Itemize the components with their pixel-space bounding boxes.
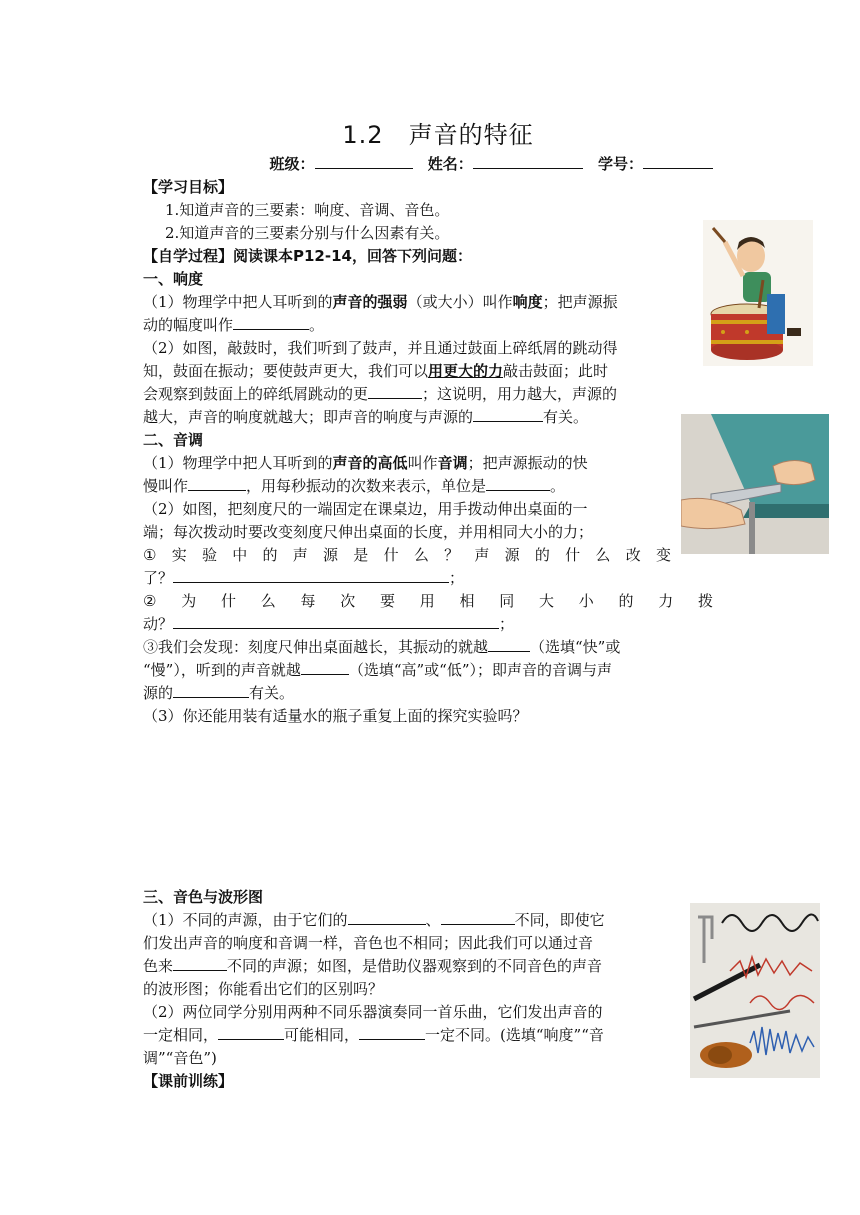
student-number-field[interactable] — [643, 154, 713, 169]
question-char: ② — [143, 592, 157, 610]
question-char: ① — [143, 546, 157, 564]
question-char: 源 — [504, 546, 520, 564]
answer-q2[interactable] — [173, 614, 499, 629]
blank-pitch-factor[interactable] — [173, 683, 249, 698]
worksheet: 1.2 声音的特征 班级： 姓名： 学号： 【学习目标】 1.知道声音的三要素：响度、音调、音色。 2.知道声音的三要素分别与什么因素有关。 【自学过程】阅读课本P12-14，回答下列问题： 一、响度 （1）物理学中把人耳听到的声音的强弱（或大小）叫作响度；把声源振 动的幅度叫作 。 （2）如图，敲鼓时，我们听到了鼓声，并且通过鼓面上碎纸屑的跳动得 知，鼓面在振动；要使鼓声更大，我们可以用更大的力敲击鼓面；此时 会观察到鼓面上的碎纸屑跳动的更 ；这说明，用力越大，声源的 越大，声音的响度就越大；即声音的响度与声源的 有关。 二、音调 （1）物理学中把人耳听到的声音的高低叫作音调；把声源振动的快 慢叫作 ，用每秒振动的次数来表示，单位是 。 （2）如图，把刻度尺的一端固定在课桌边，用手拨动伸出桌面的一 端；每次拨动时要改变刻度尺伸出桌面的长度，并用相同大小的力； ① 实 验 中 的 声 源 是 什 么 ？ 声 源 的 什 么 改 变 了？ ； ② 为 什 么 每 次 要 用 相 同 大 小 的 力 拨 动？ ； ③我们会发现：刻度尺伸出桌面越长，其振动的就越 （选填“快”或 “慢”），听到的声音就越 （选填“高”或“低”）；即声音的音调与声 源的 有关。 （3）你还能用装有适量水的瓶子重复上面的探究实验吗？ 三、音色与波形图 （1）不同的声源，由于它们的 、 不同，即使它 们发出声音的响度和音调一样，音色也不相同；因此我们可以通过音 色来 不同的声源；如图，是借助仪器观察到的不同音色的声音 的波形图；你能看出它们的区别吗？ （2）两位同学分别用两种不同乐器演奏同一首乐曲，它们发出声音的 一定相同， 可能相同， 一定不同。(选填“响度”“音 调”“音色”) 【课前训练】 — [143, 118, 713, 1093]
answer-q1[interactable] — [173, 568, 449, 583]
pitch-heading: 二、音调 — [143, 431, 204, 449]
student-info-line: 班级： 姓名： 学号： — [143, 152, 713, 176]
blank-amplitude[interactable] — [233, 315, 309, 330]
question-char: 是 — [353, 546, 369, 564]
blank-distinguish[interactable] — [173, 956, 227, 971]
timbre-body: （1）不同的声源，由于它们的 、 不同，即使它 们发出声音的响度和音调一样，音色也不相同；因此我们可以通过音 色来 不同的声源；如图，是借助仪器观察到的不同音色的声音 的波形图；你能看出它们的区别吗？ （2）两位同学分别用两种不同乐器演奏同一首乐曲，它们发出声音的 一定相同， 可能相同， 一定不同。(选填“响度”“音 调”“音色”) — [143, 911, 605, 1067]
question-char: 什 — [383, 546, 399, 564]
objective-item: 1.知道声音的三要素：响度、音调、音色。 — [165, 201, 450, 219]
question-char: 验 — [201, 546, 217, 564]
question-char: 变 — [655, 546, 671, 564]
question-char: 用 — [419, 592, 435, 610]
instrument-waveform-photo — [690, 903, 820, 1078]
class-field[interactable] — [315, 154, 413, 169]
question-char: 么 — [260, 592, 276, 610]
timbre-heading: 三、音色与波形图 — [143, 888, 264, 906]
loudness-p1: （1）物理学中把人耳听到的声音的强弱（或大小）叫作响度；把声源振 动的幅度叫作 。 （2）如图，敲鼓时，我们听到了鼓声，并且通过鼓面上碎纸屑的跳动得 知，鼓面在振动；要使鼓声更大，我们可以用更大的力敲击鼓面；此时 — [143, 293, 618, 380]
blank-loudness-factor[interactable] — [473, 407, 543, 422]
pitch-p1: （1）物理学中把人耳听到的声音的高低叫作音调；把声源振动的快 慢叫作 ，用每秒振动的次数来表示，单位是 。 （2）如图，把刻度尺的一端固定在课桌边，用手拨动伸出桌面的一 端；每次拨动时要改变刻度尺伸出桌面的长度，并用相同大小的力； ① 实 验 中 的 声 源 是 什 么 ？ 声 源 的 什 么 改 变 — [143, 452, 671, 567]
ruler-on-desk-photo — [681, 414, 829, 554]
question-char: 相 — [459, 592, 475, 610]
question-char: 为 — [181, 592, 197, 610]
question-char: 么 — [413, 546, 429, 564]
question-char: 拨 — [697, 592, 713, 610]
blank-high-low[interactable] — [301, 660, 349, 675]
question-char: 什 — [565, 546, 581, 564]
blank-structure[interactable] — [441, 910, 515, 925]
question-char: 中 — [232, 546, 248, 564]
question-char: 改 — [625, 546, 641, 564]
question-char: 源 — [323, 546, 339, 564]
page-title: 1.2 声音的特征 — [342, 121, 534, 149]
question-char: 什 — [220, 592, 236, 610]
question-char: 大 — [538, 592, 554, 610]
question-char: 的 — [618, 592, 634, 610]
blank-jump[interactable] — [368, 384, 422, 399]
question-char: 要 — [379, 592, 395, 610]
question-char: 同 — [499, 592, 515, 610]
answer-space[interactable] — [143, 728, 713, 886]
blank-fast-slow[interactable] — [488, 637, 530, 652]
question-char: 声 — [292, 546, 308, 564]
objectives-heading: 【学习目标】 — [143, 178, 234, 196]
blank-frequency[interactable] — [188, 476, 246, 491]
name-field[interactable] — [473, 154, 583, 169]
drum-boy-illustration — [703, 220, 813, 366]
blank-same[interactable] — [218, 1025, 284, 1040]
question-char: 次 — [340, 592, 356, 610]
self-study-heading: 【自学过程】阅读课本P12-14，回答下列问题： — [143, 247, 472, 265]
question-char: 声 — [474, 546, 490, 564]
objective-item: 2.知道声音的三要素分别与什么因素有关。 — [165, 224, 450, 242]
question-char: ？ — [444, 546, 460, 564]
pitch-question-1 — [143, 544, 671, 567]
question-char: 实 — [171, 546, 187, 564]
question-char: 力 — [658, 592, 674, 610]
blank-maybe[interactable] — [359, 1025, 425, 1040]
loudness-p2-cont: 会观察到鼓面上的碎纸屑跳动的更 ；这说明，用力越大，声源的 — [143, 385, 618, 403]
question-char: 小 — [578, 592, 594, 610]
question-char: 每 — [300, 592, 316, 610]
question-char: 的 — [534, 546, 550, 564]
blank-material[interactable] — [348, 910, 426, 925]
question-char: 么 — [595, 546, 611, 564]
blank-unit[interactable] — [486, 476, 550, 491]
question-char: 的 — [262, 546, 278, 564]
pitch-q3: （3）你还能用装有适量水的瓶子重复上面的探究实验吗？ — [143, 707, 528, 725]
pitch-question-2 — [143, 590, 713, 613]
loudness-heading: 一、响度 — [143, 270, 204, 288]
pre-class-heading: 【课前训练】 — [143, 1072, 234, 1090]
